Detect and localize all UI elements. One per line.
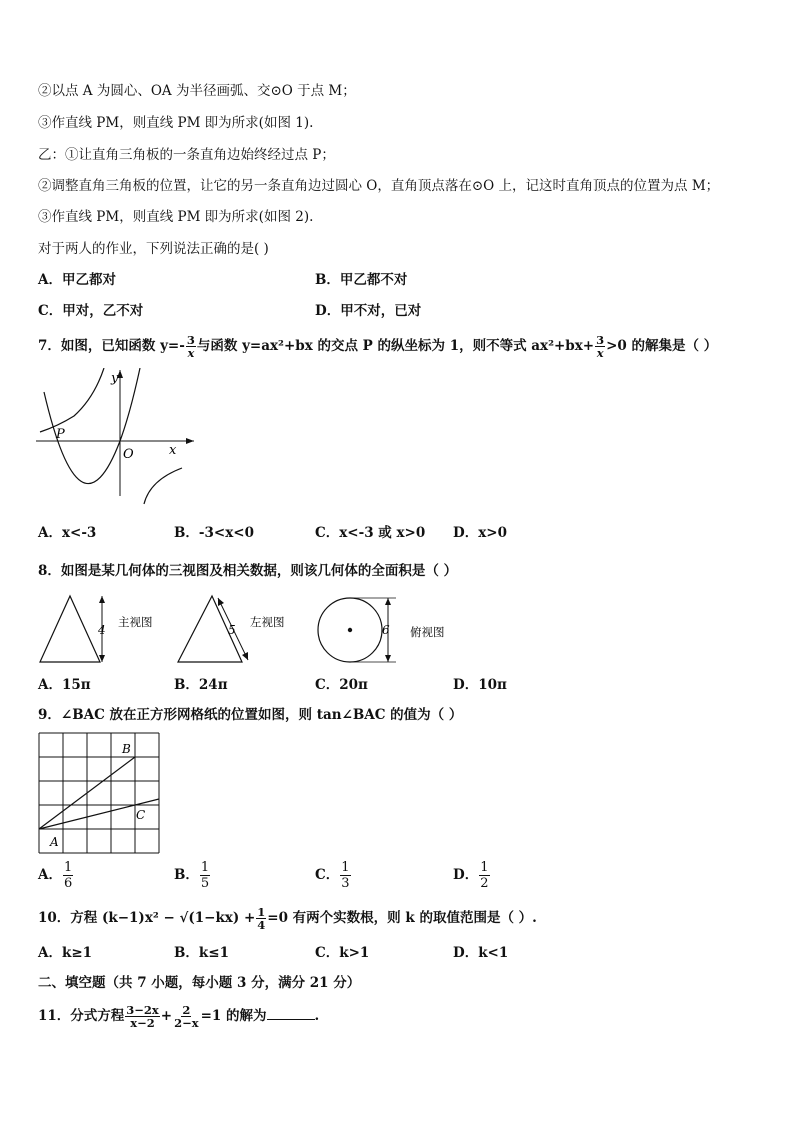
q7-function-graph	[36, 368, 196, 508]
q7-option-b: B．-3<x<0	[174, 525, 254, 541]
text-line-2: ③作直线 PM，则直线 PM 即为所求(如图 1).	[38, 115, 314, 131]
q10-question: 10．方程 (k−1)x² − √(1−kx) + $\frac{1}{4}$ =0 有两个实数根，则 k 的取值范围是（ ）.	[38, 905, 537, 932]
q9-point-b-label: B	[122, 742, 131, 756]
q8-option-d: D．10π	[453, 677, 507, 693]
q7-option-d: D．x>0	[453, 525, 507, 541]
text-line-5: ③作直线 PM，则直线 PM 即为所求(如图 2).	[38, 209, 314, 225]
q8-diameter-6: 6	[382, 623, 390, 637]
q8-height-4: 4	[98, 623, 106, 637]
q11-fraction-1: $\frac{3-2x}{x-2}$	[126, 1003, 159, 1030]
text-line-4: ②调整直角三角板的位置，让它的另一条直角边过圆心 O，直角顶点落在⊙O 上，记这时直角顶点的位置为点 M；	[38, 178, 720, 194]
q8-front-view-label: 主视图	[118, 615, 153, 629]
q6-option-a: A．甲乙都对	[38, 272, 116, 288]
q11-answer-blank[interactable]	[267, 1007, 315, 1020]
q9-point-a-label: A	[50, 835, 59, 849]
section-heading: 二、填空题（共 7 小题，每小题 3 分，满分 21 分）	[38, 975, 361, 991]
q8-option-a: A．15π	[38, 677, 91, 693]
q7-option-c: C．x<-3 或 x>0	[315, 525, 426, 541]
q9-option-a: A． $\frac{1}{6}$	[38, 860, 73, 891]
q7-origin-label: O	[123, 447, 134, 462]
q8-slant-5: 5	[228, 623, 236, 637]
text-line-3: 乙：①让直角三角板的一条直角边始终经过点 P；	[38, 147, 335, 163]
q9-point-c-label: C	[136, 808, 146, 822]
q11-question: 11．分式方程 $\frac{3-2x}{x-2}$ + $\frac{2}{2-x}$ =1 的解为 .	[38, 1003, 320, 1030]
q9-option-c: C． $\frac{1}{3}$	[315, 860, 350, 891]
text-line-1: ②以点 A 为圆心、OA 为半径画弧、交⊙O 于点 M；	[38, 83, 356, 99]
q8-top-view-label: 俯视图	[410, 625, 445, 639]
q10-option-c: C．k>1	[315, 945, 370, 961]
q9-question: 9．∠BAC 放在正方形网格纸的位置如图，则 tan∠BAC 的值为（ ）	[38, 707, 463, 723]
q9-option-d: D． $\frac{1}{2}$	[453, 860, 489, 891]
q11-fraction-2: $\frac{2}{2-x}$	[174, 1003, 199, 1030]
q7-y-label: y	[111, 371, 119, 386]
q10-fraction: $\frac{1}{4}$	[257, 905, 266, 932]
q8-option-c: C．20π	[315, 677, 368, 693]
q9-grid-figure	[38, 732, 162, 856]
q8-question: 8．如图是某几何体的三视图及相关数据，则该几何体的全面积是（ ）	[38, 563, 458, 579]
q7-fraction-2: $\frac{3}{x}$	[596, 333, 605, 360]
q7-question: 7．如图，已知函数 y=- $\frac{3}{x}$ 与函数 y=ax²+bx 的交点 P 的纵坐标为 1，则不等式 ax²+bx+ $\frac{3}{x}$ >0 的解集是（ ）	[38, 333, 718, 360]
q10-option-b: B．k≤1	[174, 945, 229, 961]
q8-left-view-label: 左视图	[250, 615, 285, 629]
q7-option-a: A．x<-3	[38, 525, 97, 541]
q9-option-b: B． $\frac{1}{5}$	[174, 860, 210, 891]
q7-point-p-label: P	[56, 427, 65, 442]
q6-option-c: C．甲对，乙不对	[38, 303, 144, 319]
q8-option-b: B．24π	[174, 677, 228, 693]
q8-three-views	[36, 590, 456, 670]
q6-option-d: D．甲不对，已对	[315, 303, 422, 319]
q7-x-label: x	[169, 443, 177, 458]
q7-fraction-1: $\frac{3}{x}$	[186, 333, 195, 360]
q10-option-d: D．k<1	[453, 945, 509, 961]
text-line-6: 对于两人的作业，下列说法正确的是( )	[38, 241, 269, 257]
q10-option-a: A．k≥1	[38, 945, 93, 961]
q6-option-b: B．甲乙都不对	[315, 272, 408, 288]
